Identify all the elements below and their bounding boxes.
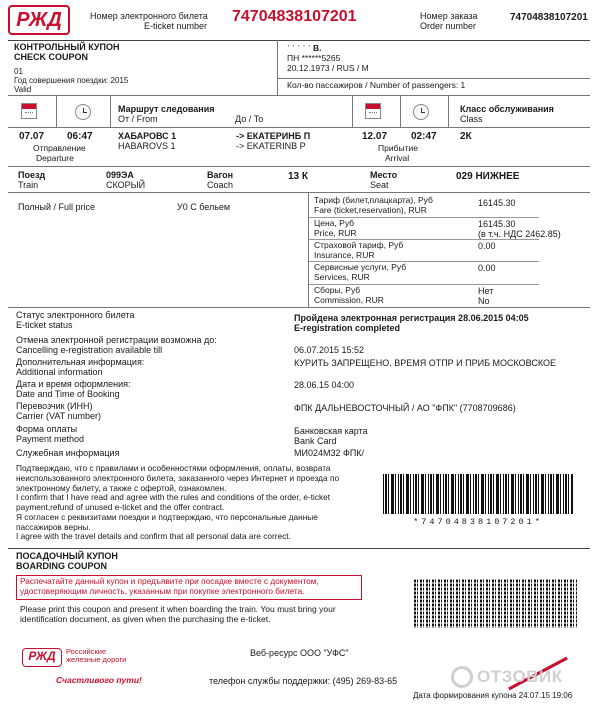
web-resource: Веб-ресурс ООО "УФС" [250,648,349,658]
rzd-footer-logo: РЖД [22,648,62,667]
seat-label: Место Seat [370,170,398,191]
payment-value: Банковская карта Bank Card [294,426,368,447]
coach-value: 13 К [288,171,309,182]
arrival-label: Прибытие Arrival [378,143,418,163]
fare-tariff: Тариф (билет,плацкарта), Руб Fare (ticket,reservation), RUR [314,195,433,215]
fare-tariff-value: 16145.30 [478,198,516,208]
booking-label: Дата и время оформления: Date and Time of Booking [16,379,131,400]
rzd-footer-caption: Российские железные дороги [66,647,127,664]
carrier-label: Перевозчик (ИНН) Carrier (VAT number) [16,401,102,422]
rzd-logo: РЖД [8,5,70,35]
service-value: МИ024М32 ФПК/ [294,448,365,458]
watermark: ОТЗОВИК [477,667,563,686]
cancel-label: Отмена электронной регистрации возможна до: Cancelling e-registration available till [16,335,217,356]
route-to-label: До / To [235,114,264,124]
full-price: Полный / Full price [18,202,96,212]
calendar-icon [365,103,381,119]
eticket-number: 74704838107201 [232,8,357,25]
fare-price: Цена, Руб Price, RUR [314,218,357,238]
booking-value: 28.06.15 04:00 [294,380,355,390]
ticket-barcode [383,474,573,514]
clock-icon [75,104,91,120]
from-station: ХАБАРОВС 1 HABAROVS 1 [118,131,177,152]
boarding-warning-text: Распечатайте данный купон и предъявите при посадке вместе с документом, удостоверяющим личность, указанным при покупке электронного билета. [20,576,319,596]
support-phone: телефон службы поддержки: (495) 269-83-65 [209,676,398,686]
fare-services-value: 0.00 [478,263,496,273]
service-label: Служебная информация [16,448,120,458]
departure-time: 06:47 [67,131,93,142]
passenger-info: ˈ ˈ ˈ ˈ ˈ В. ПН ******5265 20.12.1973 / RUS / M [287,43,369,73]
check-coupon-meta: 01 Год совершения поездки: 2015 Valid [14,67,129,95]
train-label: Поезд Train [18,170,46,191]
seat-value: 029 НИЖНЕЕ [456,171,520,182]
fare-commission-value: Нет No [478,286,494,307]
departure-label: Отправление Departure [33,143,86,163]
carrier-value: ФПК ДАЛЬНЕВОСТОЧНЫЙ / АО "ФПК" (7708709686) [294,403,516,413]
passengers-count: Кол-во пассажиров / Number of passengers: 1 [287,80,466,90]
boarding-instructions: Please print this coupon and present it when boarding the train. You must bring your identification document, as given when the purchasing the e-ticket. [20,604,336,625]
fare-services: Сервисные услуги, Руб Services, RUR [314,262,407,282]
check-coupon-title: КОНТРОЛЬНЫЙ КУПОН CHECK COUPON [14,42,120,63]
barcode-text: *74704838107201* [413,517,543,527]
class-value: 2К [460,131,472,142]
fare-commission: Сборы, Руб Commission, RUR [314,285,384,305]
route-labels: Маршрут следования От / From [118,104,215,125]
clock-icon [413,104,429,120]
addinfo-label: Дополнительная информация: Additional information [16,357,145,378]
eticket-label: Номер электронного билета E-ticket number [90,11,208,32]
agreement-text: Подтверждаю, что с правилами и особенностями оформления, оплаты, возврата неиспользованного электронного билета, заказанного через Интернет и проезда по электронному билету, а также с офертой, ознакомлен. I confirm that I have read and agree with the rules and conditions of the order, e-ticket payment,refund of unused e-ticket and the offer contract. Я согласен с реквизитами поездки и подтверждаю, что персональные данные пассажиров верны. I agree with the travel details and confirm that all personal data are correct. [16,463,340,542]
arrival-date: 12.07 [362,131,388,142]
cancel-value: 06.07.2015 15:52 [294,345,365,355]
fare-insurance-value: 0.00 [478,241,496,251]
arrival-time: 02:47 [411,131,437,142]
fare-price-value: 16145.30 (в т.ч. НДС 2462.85) [478,219,561,240]
bedding: У0 С бельем [177,202,231,212]
order-label: Номер заказа Order number [420,11,478,32]
addinfo-value: КУРИТЬ ЗАПРЕЩЕНО. ВРЕМЯ ОТПР И ПРИБ МОСКОВСКОЕ [294,358,556,368]
to-station: -> ЕКАТЕРИНБ П -> EKATERINB P [236,131,311,152]
fare-insurance: Страховой тариф, Руб Insurance, RUR [314,240,404,260]
coupon-date: Дата формирования купона 24.07.15 19:06 [413,691,573,700]
departure-date: 07.07 [19,131,45,142]
boarding-2d-barcode [414,579,577,628]
class-label: Класс обслуживания Class [460,104,554,125]
watermark-logo [451,666,473,688]
payment-label: Форма оплаты Payment method [16,424,85,445]
coach-label: Вагон Coach [207,170,234,191]
status-label: Статус электронного билета E-ticket status [16,310,135,331]
boarding-title: ПОСАДОЧНЫЙ КУПОН BOARDING COUPON [16,551,118,572]
order-number: 74704838107201 [510,12,588,23]
train-number: 099ЭА СКОРЫЙ [106,170,146,191]
footer-slogan: Счастливого пути! [56,675,142,685]
status-value: Пройдена электронная регистрация 28.06.2015 04:05 E-registration completed [294,313,529,334]
calendar-icon [21,103,37,119]
